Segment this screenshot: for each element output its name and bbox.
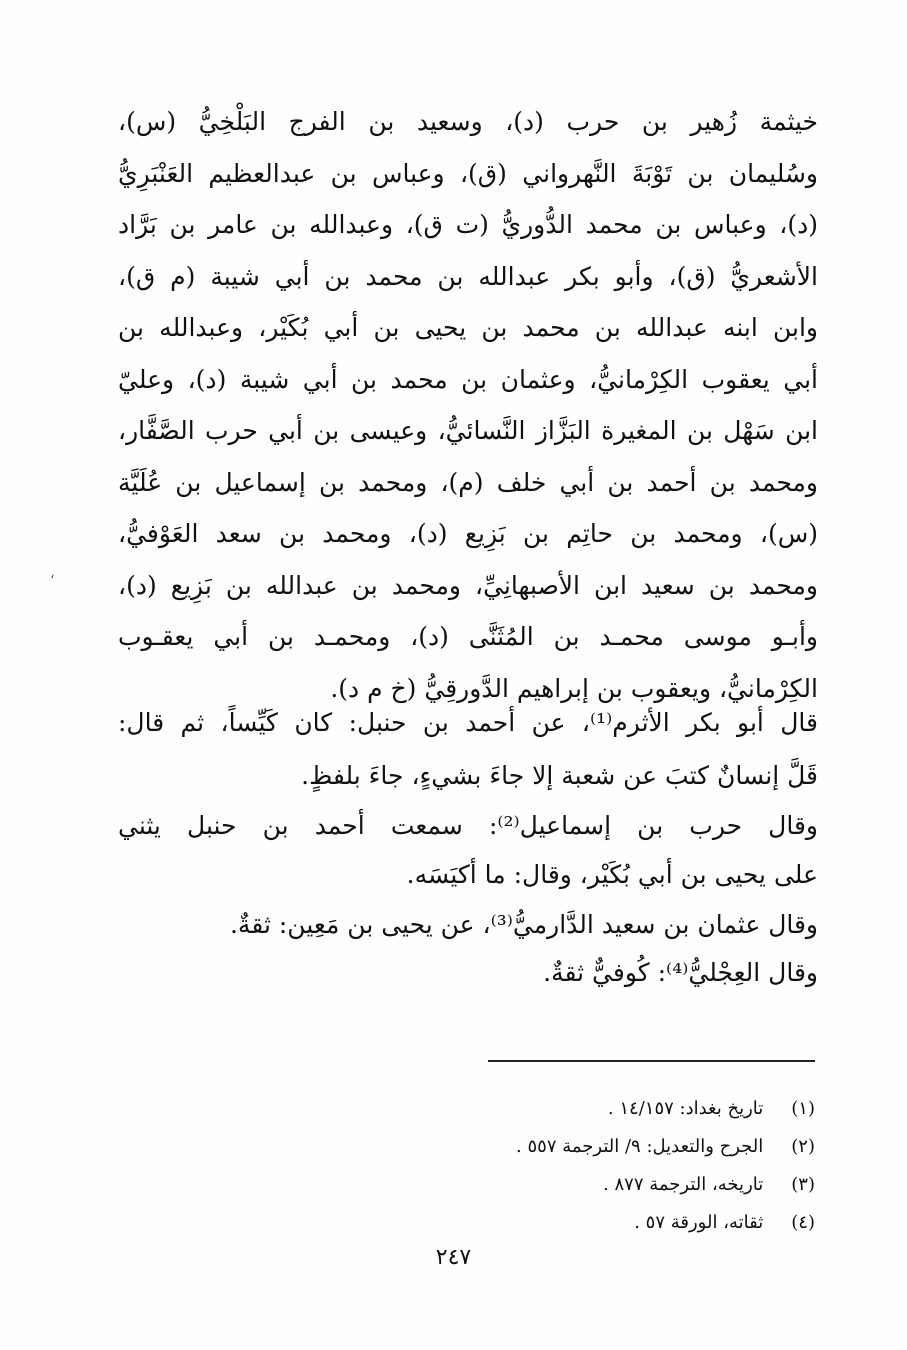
- text-line: الأشعريُّ (ق)، وأبو بكر عبدالله بن محمد بن أبي شيبة (م ق)،: [118, 261, 818, 291]
- text-line: وأبـو موسى محمـد بن المُثَنَّى (د)، ومحمـد بن أبي يعقـوب: [118, 622, 818, 651]
- footnote-number: (٤): [791, 1212, 815, 1233]
- quote-ijli: وقال العِجْليُّ⁽⁴⁾: كُوفيٌّ ثقةٌ.: [543, 958, 818, 987]
- text-line: (س)، ومحمد بن حاتِم بن بَزِيع (د)، ومحمد بن سعد العَوْفيُّ،: [118, 519, 818, 548]
- text-line: الكِرْمانيُّ، ويعقوب بن إبراهيم الدَّورقِيُّ (خ م د).: [330, 673, 818, 703]
- quote-harb: وقال حرب بن إسماعيل⁽²⁾: سمعت أحمد بن حنبل يثني: [118, 811, 818, 840]
- text-line: (د)، وعباس بن محمد الدُّوريُّ (ت ق)، وعبدالله بن عامر بن بَرَّاد: [118, 210, 818, 239]
- text-line: وسُليمان بن تَوْبَةَ النَّهرواني (ق)، وعباس بن عبدالعظيم العَنْبَرِيُّ: [118, 158, 818, 188]
- footnote-text: ثقاته، الورقة ٥٧ .: [634, 1212, 764, 1233]
- quote-athram-continued: قَلَّ إنسانٌ كتبَ عن شعبة إلا جاءَ بشيءٍ، جاءَ بلفظٍ.: [301, 761, 818, 790]
- footnote: [315, 1090, 815, 1128]
- footnote-text: تاريخه، الترجمة ٨٧٧ .: [603, 1174, 764, 1195]
- quote-athram: قال أبو بكر الأثرم⁽¹⁾، عن أحمد بن حنبل: كان كَيِّساً، ثم قال:: [118, 708, 818, 737]
- footnotes: [315, 1090, 815, 1242]
- footnote: [315, 1204, 815, 1242]
- text-line: وابن ابنه عبدالله بن محمد بن يحيى بن أبي بُكَيْر، وعبدالله بن: [118, 313, 818, 342]
- text-line: ومحمد بن سعيد ابن الأصبهانِيِّ، ومحمد بن عبدالله بن بَزِيع (د)،: [118, 570, 818, 600]
- quote-darimi: وقال عثمان بن سعيد الدَّارميُّ⁽³⁾، عن يحيى بن مَعِين: ثقةٌ.: [229, 910, 818, 939]
- text-line: خيثمة زُهير بن حرب (د)، وسعيد بن الفرج البَلْخِيُّ (س)،: [118, 107, 818, 136]
- text-line: ومحمد بن أحمد بن أبي خلف (م)، ومحمد بن إسماعيل بن عُلَيَّة: [118, 467, 818, 497]
- quote-harb-continued: على يحيى بن أبي بُكَيْر، وقال: ما أكيَسَه.: [406, 860, 818, 889]
- text-line: ابن سَهْل بن المغيرة البَزَّاز النَّسائيُّ، وعيسى بن أبي حرب الصَّفَّار،: [118, 416, 818, 445]
- footnote-text: الجرح والتعديل: ٩/ الترجمة ٥٥٧ .: [516, 1136, 764, 1157]
- footnote: [315, 1128, 815, 1166]
- footnote-separator: [488, 1060, 815, 1062]
- footnote-number: (٣): [791, 1174, 815, 1195]
- margin-mark: ،: [50, 566, 55, 582]
- text-line: أبي يعقوب الكِرْمانيُّ، وعثمان بن محمد بن أبي شيبة (د)، وعليّ: [118, 364, 818, 394]
- footnote-number: (٢): [791, 1136, 815, 1157]
- main-paragraph: [118, 96, 818, 714]
- footnote: [315, 1166, 815, 1204]
- footnote-number: (١): [791, 1098, 815, 1119]
- page-number: ٢٤٧: [435, 1245, 472, 1270]
- footnote-text: تاريخ بغداد: ١٤/١٥٧ .: [607, 1098, 764, 1119]
